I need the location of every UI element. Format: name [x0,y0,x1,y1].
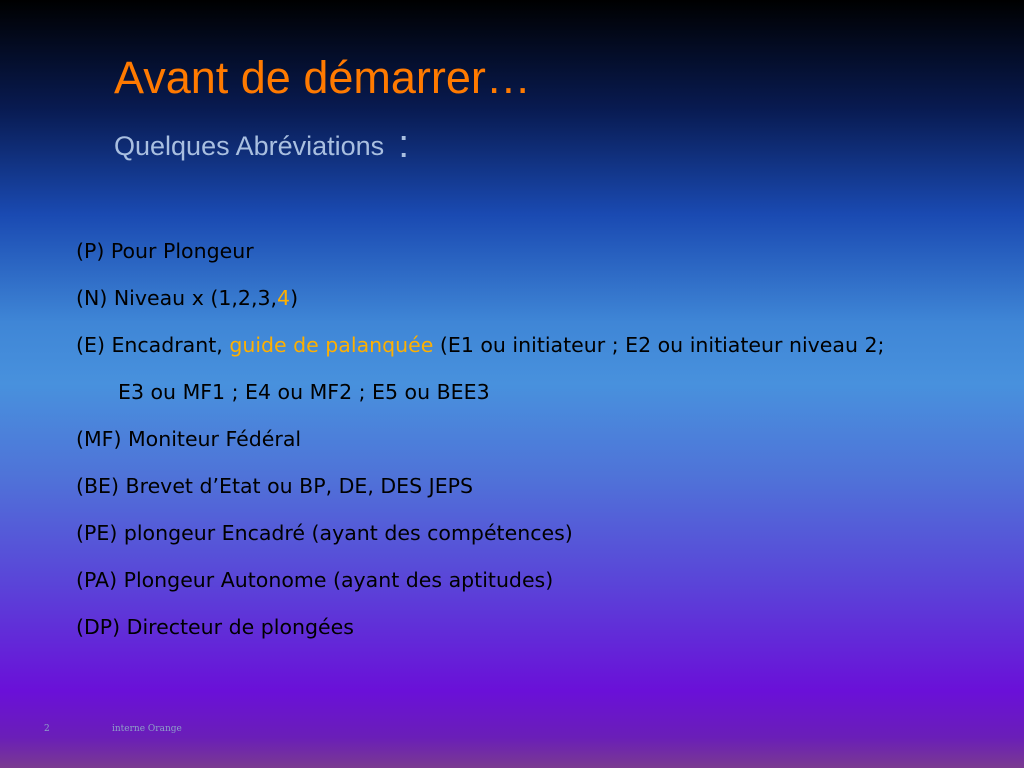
subtitle-text: Quelques Abréviations [114,131,385,161]
list-item [76,471,896,501]
slide-number: 2 [44,724,50,734]
footer-label: interne Orange [112,724,182,734]
abbreviation-list [76,236,896,659]
subtitle-colon: : [398,122,410,166]
list-item [76,565,896,595]
item-text: (P) Pour Plongeur [76,239,254,263]
list-item [76,377,896,407]
slide-title: Avant de démarrer… [114,52,531,103]
item-highlight: guide de palanquée [229,333,434,357]
item-text-end: ) [290,286,299,310]
list-item [76,283,896,313]
slide-subtitle [114,120,409,170]
item-text: E3 ou MF1 ; E4 ou MF2 ; E5 ou BEE3 [118,380,490,404]
item-text: (DP) Directeur de plongées [76,615,354,639]
item-text: (PA) Plongeur Autonome (ayant des aptitudes) [76,568,554,592]
item-text-end: (E1 ou initiateur ; E2 ou initiateur niveau 2; [433,333,885,357]
list-item [76,612,896,642]
list-item [76,518,896,548]
item-text: (BE) Brevet d’Etat ou BP, DE, DES JEPS [76,474,474,498]
list-item [76,424,896,454]
item-highlight: 4 [277,286,291,310]
item-text: (E) Encadrant, [76,333,230,357]
item-text: (MF) Moniteur Fédéral [76,427,302,451]
item-text: (N) Niveau x (1,2,3, [76,286,278,310]
list-item [76,236,896,266]
list-item [76,330,896,360]
item-text: (PE) plongeur Encadré (ayant des compétences) [76,521,573,545]
